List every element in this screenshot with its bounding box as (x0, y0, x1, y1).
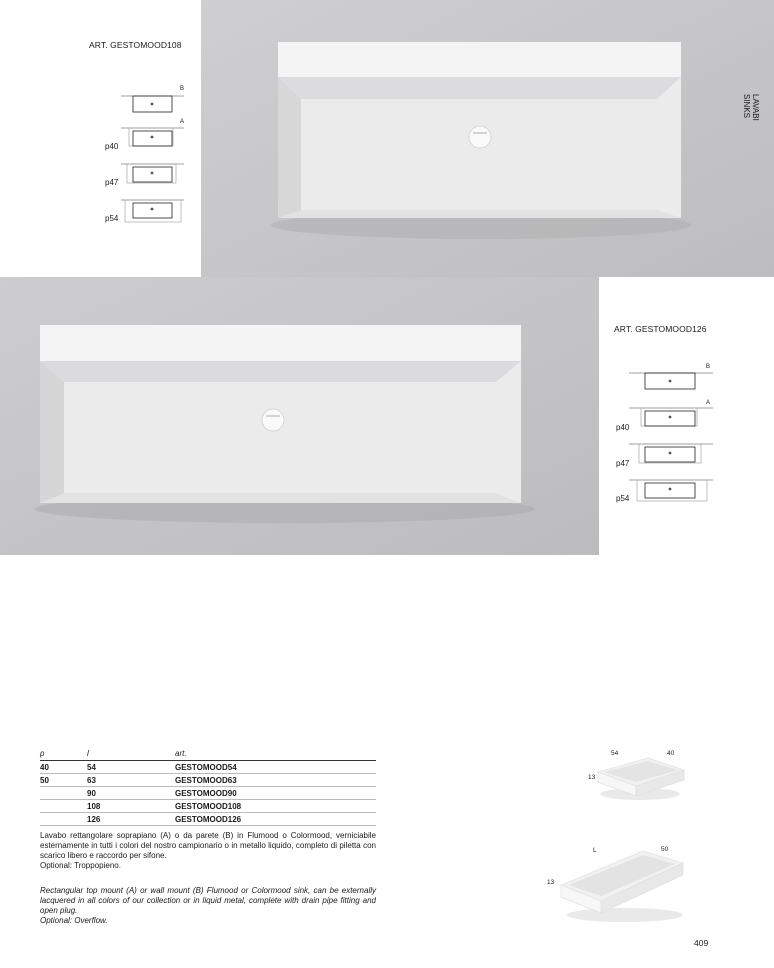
cell-l: 126 (87, 813, 175, 826)
col-header-l: l (87, 749, 175, 761)
cell-art: GESTOMOOD126 (175, 813, 376, 826)
product2-label-b: B (706, 364, 711, 370)
description-it-text: Lavabo rettangolare soprapiano (A) o da parete (B) in Flumood o Colormood, verniciabile esternamente in tutti i colori del nostro campionario o in metallo liquido, completo di piletta con scarico libero e raccordo per sifone. (40, 831, 376, 860)
description-italian (40, 831, 376, 871)
description-en-optional: Optional: Overflow. (40, 916, 108, 925)
dim-bottom-depth: 50 (661, 846, 669, 853)
product1-title: ART. GESTOMOOD108 (89, 40, 182, 50)
description-english (40, 886, 376, 926)
dim-bottom-height: 13 (547, 879, 555, 886)
table-header-row (40, 749, 376, 761)
sink-108-illustration (201, 0, 774, 277)
table-row (40, 761, 376, 774)
product2-depth-p54: p54 (616, 494, 630, 503)
cell-l: 108 (87, 800, 175, 813)
product2-technical-drawings (627, 363, 717, 503)
table-row (40, 774, 376, 787)
side-label-en: SINKS (742, 94, 751, 119)
col-header-art: art. (175, 749, 376, 761)
col-header-p: p (40, 749, 87, 761)
cell-art: GESTOMOOD63 (175, 774, 376, 787)
dim-bottom-length: L (593, 847, 597, 854)
product1-label-b: B (180, 86, 185, 92)
dim-top-width: 54 (611, 750, 619, 757)
cell-p (40, 813, 87, 826)
cell-p (40, 800, 87, 813)
dim-top-depth: 40 (667, 750, 675, 757)
table-row (40, 813, 376, 826)
table-row (40, 787, 376, 800)
product1-label-a: A (180, 119, 185, 125)
side-label-it: LAVABI (751, 94, 760, 121)
dim-top-height: 13 (588, 774, 596, 781)
product-spec-table (40, 749, 376, 826)
small-sink-render-top (590, 748, 690, 804)
description-it-optional: Optional: Troppopieno. (40, 861, 121, 870)
cell-art: GESTOMOOD108 (175, 800, 376, 813)
product2-depth-p40: p40 (616, 423, 630, 432)
product-photo-gestomood108 (201, 0, 774, 277)
cell-l: 90 (87, 787, 175, 800)
cell-p: 50 (40, 774, 87, 787)
cell-art: GESTOMOOD90 (175, 787, 376, 800)
product1-depth-p54: p54 (105, 214, 119, 223)
product2-title: ART. GESTOMOOD126 (614, 324, 707, 334)
product1-technical-drawings (118, 86, 188, 226)
product2-label-a: A (706, 400, 711, 406)
product2-depth-p47: p47 (616, 459, 630, 468)
cell-p: 40 (40, 761, 87, 774)
cell-p (40, 787, 87, 800)
sink-126-illustration (0, 277, 599, 555)
cell-l: 54 (87, 761, 175, 774)
table-row (40, 800, 376, 813)
description-en-text: Rectangular top mount (A) or wall mount (B) Flumood or Colormood sink, can be externally lacquered in all colors of our collection or in liquid metal, complete with drain pipe fitting and open plug. (40, 886, 376, 915)
product1-depth-p40: p40 (105, 142, 119, 151)
page-number: 409 (694, 938, 709, 948)
section-side-label (742, 94, 760, 121)
product-photo-gestomood126 (0, 277, 599, 555)
cell-l: 63 (87, 774, 175, 787)
small-sink-render-bottom (555, 845, 695, 925)
cell-art: GESTOMOOD54 (175, 761, 376, 774)
product1-depth-p47: p47 (105, 178, 119, 187)
